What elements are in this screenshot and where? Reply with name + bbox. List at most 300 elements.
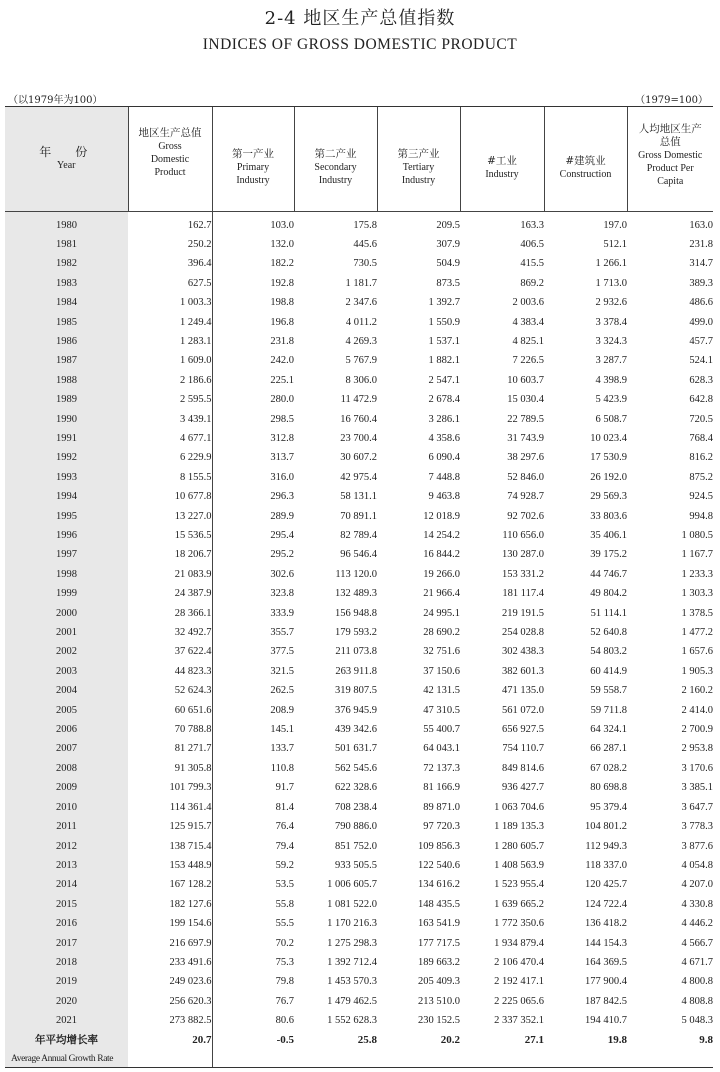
value-cell: 33 803.6 bbox=[590, 510, 627, 522]
value-cell: 6 090.4 bbox=[428, 452, 460, 464]
value-cell: 38 297.6 bbox=[507, 452, 544, 464]
value-cell: 70 891.1 bbox=[340, 510, 377, 522]
table-row bbox=[5, 701, 713, 720]
year-cell: 1983 bbox=[56, 277, 77, 289]
table-row bbox=[5, 371, 713, 390]
value-cell: 31 743.9 bbox=[507, 432, 544, 444]
table-row bbox=[5, 856, 713, 875]
average-growth-value: 25.8 bbox=[357, 1033, 377, 1046]
value-cell: 298.5 bbox=[270, 413, 294, 425]
year-cell: 1987 bbox=[56, 355, 77, 367]
value-cell: 4 566.7 bbox=[681, 937, 713, 949]
header-row bbox=[5, 107, 713, 211]
value-cell: 3 287.7 bbox=[595, 355, 627, 367]
value-cell: 109 856.3 bbox=[418, 840, 460, 852]
year-cell: 1998 bbox=[56, 568, 77, 580]
value-cell: 295.2 bbox=[270, 549, 294, 561]
value-cell: 1 280 605.7 bbox=[494, 840, 544, 852]
value-cell: 4 808.8 bbox=[681, 995, 713, 1007]
value-cell: 32 751.6 bbox=[423, 646, 460, 658]
year-cell: 2004 bbox=[56, 685, 77, 697]
value-cell: 15 030.4 bbox=[507, 394, 544, 406]
value-cell: 471 135.0 bbox=[502, 685, 544, 697]
value-cell: 199 154.6 bbox=[128, 914, 212, 933]
value-cell: 28 366.1 bbox=[128, 604, 212, 623]
value-cell: 12 018.9 bbox=[423, 510, 460, 522]
year-cell: 1986 bbox=[56, 335, 77, 347]
value-cell: 52 624.3 bbox=[128, 681, 212, 700]
table-row bbox=[5, 293, 713, 312]
value-cell: 216 697.9 bbox=[128, 934, 212, 953]
value-cell: 2 225 065.6 bbox=[494, 995, 544, 1007]
value-cell: 8 155.5 bbox=[128, 468, 212, 487]
value-cell: 313.7 bbox=[270, 452, 294, 464]
value-cell: 1 550.9 bbox=[428, 316, 460, 328]
year-cell: 2002 bbox=[56, 646, 77, 658]
value-cell: 153 448.9 bbox=[128, 856, 212, 875]
value-cell: 263 911.8 bbox=[335, 665, 377, 677]
value-cell: 4 671.7 bbox=[681, 956, 713, 968]
value-cell: 110 656.0 bbox=[502, 530, 544, 541]
value-cell: 790 886.0 bbox=[335, 821, 377, 833]
value-cell: 75.3 bbox=[275, 956, 294, 968]
year-cell: 2021 bbox=[56, 1015, 77, 1027]
value-cell: 175.8 bbox=[353, 219, 377, 231]
year-cell: 1992 bbox=[56, 452, 77, 464]
value-cell: 933 505.5 bbox=[335, 859, 377, 871]
value-cell: 182 127.6 bbox=[128, 895, 212, 914]
value-cell: 52 846.0 bbox=[507, 471, 544, 483]
table-row bbox=[5, 507, 713, 526]
table-row bbox=[5, 778, 713, 797]
base-year-note-chinese: （以1979年为100） bbox=[8, 95, 103, 106]
value-cell: 23 700.4 bbox=[340, 432, 377, 444]
value-cell: 1 609.0 bbox=[128, 351, 212, 370]
header-gdp: 地区生产总值 Gross Domestic Product bbox=[128, 107, 212, 211]
value-cell: 231.8 bbox=[689, 238, 713, 250]
value-cell: 101 799.3 bbox=[128, 778, 212, 797]
value-cell: 30 607.2 bbox=[340, 452, 377, 464]
table-row bbox=[5, 1011, 713, 1030]
value-cell: 5 767.9 bbox=[345, 355, 377, 367]
value-cell: 91.7 bbox=[275, 782, 294, 794]
empty-cell bbox=[544, 1050, 627, 1068]
value-cell: 1 537.1 bbox=[428, 335, 460, 347]
value-cell: 24 387.9 bbox=[128, 584, 212, 603]
value-cell: 114 361.4 bbox=[128, 798, 212, 817]
value-cell: 44 823.3 bbox=[128, 662, 212, 681]
value-cell: 3 778.3 bbox=[681, 821, 713, 833]
value-cell: 296.3 bbox=[270, 491, 294, 503]
value-cell: 181 117.4 bbox=[502, 588, 544, 600]
value-cell: 562 545.6 bbox=[335, 762, 377, 774]
year-cell: 2013 bbox=[56, 859, 77, 871]
value-cell: 377.5 bbox=[270, 646, 294, 658]
value-cell: 1 003.3 bbox=[128, 293, 212, 312]
value-cell: 130 287.0 bbox=[502, 549, 544, 561]
value-cell: 994.8 bbox=[689, 510, 713, 522]
value-cell: 64 043.1 bbox=[423, 743, 460, 755]
year-cell: 2014 bbox=[56, 879, 77, 891]
value-cell: 656 927.5 bbox=[502, 724, 544, 736]
value-cell: 95 379.4 bbox=[590, 801, 627, 813]
value-cell: 289.9 bbox=[270, 510, 294, 522]
value-cell: 4 825.1 bbox=[512, 335, 544, 347]
value-cell: 133.7 bbox=[270, 743, 294, 755]
value-cell: 80 698.8 bbox=[590, 782, 627, 794]
value-cell: 3 877.6 bbox=[681, 840, 713, 852]
value-cell: 138 715.4 bbox=[128, 837, 212, 856]
value-cell: 162.7 bbox=[128, 211, 212, 235]
year-cell: 2017 bbox=[56, 937, 77, 949]
value-cell: 1 713.0 bbox=[595, 277, 627, 289]
value-cell: 376 945.9 bbox=[335, 704, 377, 716]
table-row bbox=[5, 584, 713, 603]
value-cell: 79.8 bbox=[275, 976, 294, 988]
value-cell: 198.8 bbox=[270, 297, 294, 309]
year-cell: 2010 bbox=[56, 801, 77, 813]
value-cell: 26 192.0 bbox=[590, 471, 627, 483]
average-growth-value: 19.8 bbox=[607, 1033, 627, 1046]
value-cell: 67 028.2 bbox=[590, 762, 627, 774]
value-cell: 81.4 bbox=[275, 801, 294, 813]
value-cell: 81 271.7 bbox=[128, 739, 212, 758]
value-cell: 262.5 bbox=[270, 685, 294, 697]
year-cell: 1995 bbox=[56, 510, 77, 522]
value-cell: 7 226.5 bbox=[512, 355, 544, 367]
value-cell: 177 717.5 bbox=[418, 937, 460, 949]
value-cell: 389.3 bbox=[689, 277, 713, 289]
value-cell: 21 083.9 bbox=[128, 565, 212, 584]
value-cell: 58 131.1 bbox=[340, 491, 377, 503]
header-year: 年 份 Year bbox=[5, 107, 128, 211]
value-cell: 280.0 bbox=[270, 394, 294, 406]
year-cell: 1996 bbox=[56, 530, 77, 541]
table-row bbox=[5, 351, 713, 370]
table-row bbox=[5, 720, 713, 739]
year-cell: 2018 bbox=[56, 956, 77, 968]
value-cell: 627.5 bbox=[128, 274, 212, 293]
value-cell: 96 546.4 bbox=[340, 549, 377, 561]
year-cell: 1991 bbox=[56, 432, 77, 444]
value-cell: 936 427.7 bbox=[502, 782, 544, 794]
year-cell: 2020 bbox=[56, 995, 77, 1007]
value-cell: 59 558.7 bbox=[590, 685, 627, 697]
value-cell: 81 166.9 bbox=[423, 782, 460, 794]
value-cell: 177 900.4 bbox=[585, 976, 627, 988]
value-cell: 16 844.2 bbox=[423, 549, 460, 561]
value-cell: 254 028.8 bbox=[502, 627, 544, 639]
value-cell: 120 425.7 bbox=[585, 879, 627, 891]
value-cell: 1 080.5 bbox=[681, 530, 713, 541]
value-cell: 768.4 bbox=[689, 432, 713, 444]
value-cell: 1 392 712.4 bbox=[327, 956, 377, 968]
table-title-chinese: 2-4 地区生产总值指数 bbox=[264, 8, 456, 29]
value-cell: 302 438.3 bbox=[502, 646, 544, 658]
value-cell: 875.2 bbox=[689, 471, 713, 483]
value-cell: 273 882.5 bbox=[128, 1011, 212, 1030]
value-cell: 124 722.4 bbox=[585, 898, 627, 910]
year-cell: 1980 bbox=[56, 219, 77, 231]
value-cell: 1 283.1 bbox=[128, 332, 212, 351]
value-cell: 720.5 bbox=[689, 413, 713, 425]
value-cell: 307.9 bbox=[436, 238, 460, 250]
year-cell: 2001 bbox=[56, 627, 77, 639]
table-row bbox=[5, 487, 713, 506]
year-cell: 2011 bbox=[56, 821, 77, 833]
value-cell: 3 647.7 bbox=[681, 801, 713, 813]
value-cell: 382 601.3 bbox=[502, 665, 544, 677]
table-row bbox=[5, 313, 713, 332]
average-growth-value: -0.5 bbox=[276, 1033, 294, 1046]
value-cell: 1 249.4 bbox=[128, 313, 212, 332]
average-growth-row bbox=[5, 1031, 713, 1050]
table-row bbox=[5, 604, 713, 623]
gdp-index-table bbox=[5, 107, 713, 1068]
value-cell: 59 711.8 bbox=[590, 704, 627, 716]
table-row bbox=[5, 739, 713, 758]
value-cell: 18 206.7 bbox=[128, 545, 212, 564]
value-cell: 816.2 bbox=[689, 452, 713, 464]
value-cell: 1 266.1 bbox=[595, 258, 627, 270]
value-cell: 501 631.7 bbox=[335, 743, 377, 755]
average-growth-value: 20.7 bbox=[128, 1031, 212, 1050]
empty-cell bbox=[377, 1050, 460, 1068]
table-row bbox=[5, 410, 713, 429]
value-cell: 225.1 bbox=[270, 374, 294, 386]
table-row bbox=[5, 429, 713, 448]
table-row bbox=[5, 681, 713, 700]
value-cell: 1 479 462.5 bbox=[327, 995, 377, 1007]
value-cell: 7 448.8 bbox=[428, 471, 460, 483]
value-cell: 4 011.2 bbox=[345, 316, 377, 328]
value-cell: 622 328.6 bbox=[335, 782, 377, 794]
year-cell: 1981 bbox=[56, 238, 77, 250]
value-cell: 1 657.6 bbox=[681, 646, 713, 658]
value-cell: 4 383.4 bbox=[512, 316, 544, 328]
value-cell: 13 227.0 bbox=[128, 507, 212, 526]
value-cell: 445.6 bbox=[353, 238, 377, 250]
value-cell: 1 303.3 bbox=[681, 588, 713, 600]
year-cell: 2000 bbox=[56, 607, 77, 619]
value-cell: 53.5 bbox=[275, 879, 294, 891]
table-row bbox=[5, 972, 713, 991]
value-cell: 1 934 879.4 bbox=[494, 937, 544, 949]
value-cell: 873.5 bbox=[436, 277, 460, 289]
value-cell: 39 175.2 bbox=[590, 549, 627, 561]
value-cell: 4 398.9 bbox=[595, 374, 627, 386]
value-cell: 219 191.5 bbox=[502, 607, 544, 619]
value-cell: 1 006 605.7 bbox=[327, 879, 377, 891]
value-cell: 60 414.9 bbox=[590, 665, 627, 677]
value-cell: 2 003.6 bbox=[512, 297, 544, 309]
value-cell: 49 804.2 bbox=[590, 588, 627, 600]
value-cell: 1 170 216.3 bbox=[327, 918, 377, 930]
value-cell: 321.5 bbox=[270, 665, 294, 677]
table-row bbox=[5, 914, 713, 933]
average-growth-label: 年平均增长率 bbox=[35, 1033, 98, 1046]
value-cell: 249 023.6 bbox=[128, 972, 212, 991]
value-cell: 70 788.8 bbox=[128, 720, 212, 739]
year-cell: 2015 bbox=[56, 898, 77, 910]
table-row bbox=[5, 526, 713, 545]
year-cell: 1994 bbox=[56, 491, 77, 503]
year-cell: 1990 bbox=[56, 413, 77, 425]
year-cell: 2009 bbox=[56, 782, 77, 794]
value-cell: 1 408 563.9 bbox=[494, 859, 544, 871]
value-cell: 256 620.3 bbox=[128, 992, 212, 1011]
value-cell: 4 054.8 bbox=[681, 859, 713, 871]
value-cell: 230 152.5 bbox=[418, 1015, 460, 1027]
year-cell: 2007 bbox=[56, 743, 77, 755]
header-secondary: 第二产业 Secondary Industry bbox=[294, 107, 377, 211]
table-row bbox=[5, 623, 713, 642]
table-row bbox=[5, 934, 713, 953]
value-cell: 14 254.2 bbox=[423, 530, 460, 541]
value-cell: 2 106 470.4 bbox=[494, 956, 544, 968]
value-cell: 2 547.1 bbox=[428, 374, 460, 386]
value-cell: 4 207.0 bbox=[681, 879, 713, 891]
value-cell: 163.3 bbox=[520, 219, 544, 231]
year-cell: 2012 bbox=[56, 840, 77, 852]
empty-cell bbox=[212, 1050, 294, 1068]
value-cell: 136 418.2 bbox=[585, 918, 627, 930]
value-cell: 314.7 bbox=[689, 258, 713, 270]
value-cell: 6 508.7 bbox=[595, 413, 627, 425]
value-cell: 1 453 570.3 bbox=[327, 976, 377, 988]
value-cell: 524.1 bbox=[689, 355, 713, 367]
value-cell: 64 324.1 bbox=[590, 724, 627, 736]
value-cell: 118 337.0 bbox=[585, 859, 627, 871]
value-cell: 110.8 bbox=[270, 762, 294, 774]
value-cell: 1 275 298.3 bbox=[327, 937, 377, 949]
value-cell: 189 663.2 bbox=[418, 956, 460, 968]
empty-cell bbox=[294, 1050, 377, 1068]
header-per-capita: 人均地区生产 总值 Gross Domestic Product Per Capita bbox=[627, 107, 713, 211]
value-cell: 2 700.9 bbox=[681, 724, 713, 736]
value-cell: 512.1 bbox=[603, 238, 627, 250]
value-cell: 104 801.2 bbox=[585, 821, 627, 833]
table-row bbox=[5, 662, 713, 681]
value-cell: 3 439.1 bbox=[128, 410, 212, 429]
value-cell: 754 110.7 bbox=[502, 743, 544, 755]
year-cell: 1985 bbox=[56, 316, 77, 328]
value-cell: 6 229.9 bbox=[128, 448, 212, 467]
year-cell: 2006 bbox=[56, 724, 77, 736]
value-cell: 125 915.7 bbox=[128, 817, 212, 836]
value-cell: 708 238.4 bbox=[335, 801, 377, 813]
value-cell: 1 081 522.0 bbox=[327, 898, 377, 910]
value-cell: 628.3 bbox=[689, 374, 713, 386]
value-cell: 5 423.9 bbox=[595, 394, 627, 406]
value-cell: 851 752.0 bbox=[335, 840, 377, 852]
value-cell: 4 269.3 bbox=[345, 335, 377, 347]
header-tertiary: 第三产业 Tertiary Industry bbox=[377, 107, 460, 211]
value-cell: 44 746.7 bbox=[590, 568, 627, 580]
value-cell: 11 472.9 bbox=[340, 394, 377, 406]
header-industry: #工业 Industry bbox=[460, 107, 544, 211]
value-cell: 37 622.4 bbox=[128, 642, 212, 661]
value-cell: 1 552 628.3 bbox=[327, 1015, 377, 1027]
value-cell: 10 023.4 bbox=[590, 432, 627, 444]
value-cell: 72 137.3 bbox=[423, 762, 460, 774]
table-body bbox=[5, 211, 713, 1068]
table-row bbox=[5, 895, 713, 914]
value-cell: 16 760.4 bbox=[340, 413, 377, 425]
value-cell: 3 324.3 bbox=[595, 335, 627, 347]
value-cell: 32 492.7 bbox=[128, 623, 212, 642]
value-cell: 730.5 bbox=[353, 258, 377, 270]
empty-cell bbox=[128, 1050, 212, 1068]
value-cell: 869.2 bbox=[520, 277, 544, 289]
value-cell: 80.6 bbox=[275, 1015, 294, 1027]
value-cell: 2 347.6 bbox=[345, 297, 377, 309]
year-cell: 1989 bbox=[56, 394, 77, 406]
value-cell: 316.0 bbox=[270, 471, 294, 483]
value-cell: 486.6 bbox=[689, 297, 713, 309]
value-cell: 194 410.7 bbox=[585, 1015, 627, 1027]
value-cell: 406.5 bbox=[520, 238, 544, 250]
value-cell: 51 114.1 bbox=[590, 607, 627, 619]
value-cell: 92 702.6 bbox=[507, 510, 544, 522]
table-row bbox=[5, 468, 713, 487]
value-cell: 561 072.0 bbox=[502, 704, 544, 716]
value-cell: 1 639 665.2 bbox=[494, 898, 544, 910]
value-cell: 163.0 bbox=[689, 219, 713, 231]
value-cell: 66 287.1 bbox=[590, 743, 627, 755]
value-cell: 355.7 bbox=[270, 627, 294, 639]
value-cell: 208.9 bbox=[270, 704, 294, 716]
value-cell: 3 170.6 bbox=[681, 762, 713, 774]
average-growth-english-row bbox=[5, 1050, 713, 1068]
value-cell: 231.8 bbox=[270, 335, 294, 347]
value-cell: 37 150.6 bbox=[423, 665, 460, 677]
table-row bbox=[5, 235, 713, 254]
value-cell: 209.5 bbox=[436, 219, 460, 231]
value-cell: 55.8 bbox=[275, 898, 294, 910]
year-cell: 1997 bbox=[56, 549, 77, 561]
value-cell: 144 154.3 bbox=[585, 937, 627, 949]
table-row bbox=[5, 759, 713, 778]
value-cell: 3 385.1 bbox=[681, 782, 713, 794]
value-cell: 113 120.0 bbox=[335, 568, 377, 580]
table-row bbox=[5, 817, 713, 836]
value-cell: 1 392.7 bbox=[428, 297, 460, 309]
value-cell: 42 975.4 bbox=[340, 471, 377, 483]
value-cell: 2 186.6 bbox=[128, 371, 212, 390]
table-row bbox=[5, 798, 713, 817]
table-row bbox=[5, 254, 713, 273]
value-cell: 91 305.8 bbox=[128, 759, 212, 778]
value-cell: 439 342.6 bbox=[335, 724, 377, 736]
value-cell: 211 073.8 bbox=[335, 646, 377, 658]
value-cell: 1 233.3 bbox=[681, 568, 713, 580]
year-cell: 2003 bbox=[56, 665, 77, 677]
value-cell: 924.5 bbox=[689, 491, 713, 503]
table-row bbox=[5, 274, 713, 293]
value-cell: 179 593.2 bbox=[335, 627, 377, 639]
value-cell: 156 948.8 bbox=[335, 607, 377, 619]
value-cell: 17 530.9 bbox=[590, 452, 627, 464]
value-cell: 2 932.6 bbox=[595, 297, 627, 309]
value-cell: 148 435.5 bbox=[418, 898, 460, 910]
value-cell: 19 266.0 bbox=[423, 568, 460, 580]
value-cell: 2 678.4 bbox=[428, 394, 460, 406]
value-cell: 1 189 135.3 bbox=[494, 821, 544, 833]
value-cell: 213 510.0 bbox=[418, 995, 460, 1007]
value-cell: 35 406.1 bbox=[590, 530, 627, 541]
value-cell: 233 491.6 bbox=[128, 953, 212, 972]
